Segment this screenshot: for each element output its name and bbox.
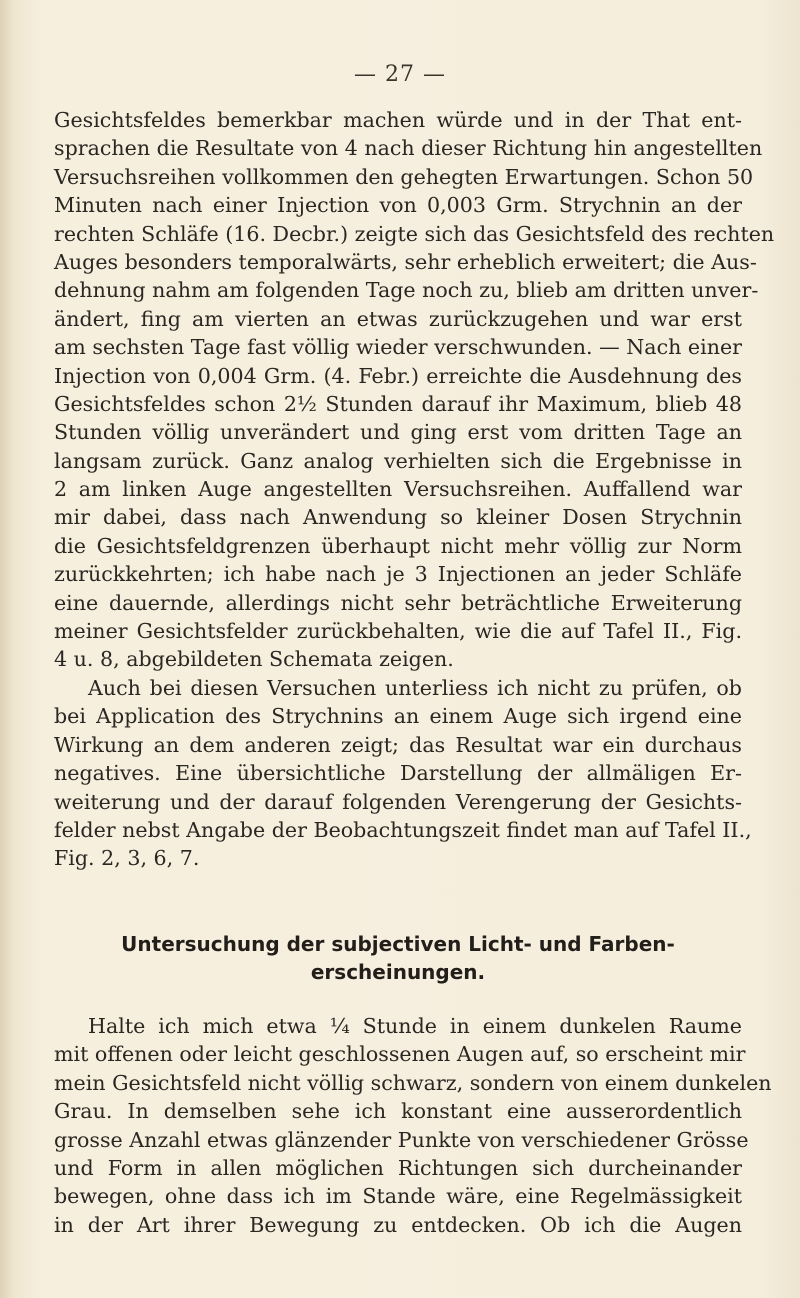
section-heading-line: Untersuchung der subjectiven Licht- und Farben- — [121, 932, 675, 956]
text-line: und Form in allen möglichen Richtungen sich durcheinander — [54, 1155, 742, 1180]
section-heading — [54, 930, 742, 986]
text-line: Gesichtsfeldes bemerkbar machen würde und in der That ent- — [54, 108, 742, 132]
text-line: am sechsten Tage fast völlig wieder verschwunden. — Nach einer — [54, 335, 742, 360]
text-line: Wirkung an dem anderen zeigt; das Resultat war ein durchaus — [54, 732, 742, 757]
text-line: Minuten nach einer Injection von 0,003 Grm. Strychnin an der — [54, 193, 742, 218]
text-line: sprachen die Resultate von 4 nach dieser Richtung hin angestellten — [54, 136, 763, 161]
text-line: Auch bei diesen Versuchen unterliess ich nicht zu prüfen, ob — [88, 676, 742, 700]
text-line: 2 am linken Auge angestellten Versuchsreihen. Auffallend war — [54, 477, 742, 502]
text-line: die Gesichtsfeldgrenzen überhaupt nicht mehr völlig zur Norm — [54, 533, 742, 558]
text-line: rechten Schläfe (16. Decbr.) zeigte sich das Gesichtsfeld des rechten — [54, 221, 775, 246]
text-line: grosse Anzahl etwas glänzender Punkte von verschiedener Grösse — [54, 1127, 749, 1152]
text-line: bewegen, ohne dass ich im Stande wäre, eine Regelmässigkeit — [54, 1184, 742, 1209]
text-line: weiterung und der darauf folgenden Verengerung der Gesichts- — [54, 789, 742, 814]
text-line: dehnung nahm am folgenden Tage noch zu, blieb am dritten unver- — [54, 278, 759, 303]
text-line: Auges besonders temporalwärts, sehr erheblich erweitert; die Aus- — [54, 249, 757, 274]
text-line: 4 u. 8, abgebildeten Schemata zeigen. — [54, 647, 454, 672]
page-number: — 27 — — [354, 62, 446, 87]
text-line: Gesichtsfeldes schon 2½ Stunden darauf ihr Maximum, blieb 48 — [54, 391, 742, 416]
text-line: Versuchsreihen vollkommen den gehegten Erwartungen. Schon 50 — [54, 164, 754, 189]
text-line: mit offenen oder leicht geschlossenen Augen auf, so erscheint mir — [54, 1042, 746, 1067]
paragraph-2 — [54, 674, 752, 873]
text-line: Halte ich mich etwa ¼ Stunde in einem dunkelen Raume — [88, 1014, 742, 1038]
section-heading-line: erscheinungen. — [310, 960, 486, 984]
text-line: bei Application des Strychnins an einem Auge sich irgend eine — [54, 704, 742, 729]
text-line: Injection von 0,004 Grm. (4. Febr.) erreichte die Ausdehnung des — [54, 363, 742, 388]
text-line: zurückkehrten; ich habe nach je 3 Injectionen an jeder Schläfe — [54, 562, 742, 587]
text-line: mein Gesichtsfeld nicht völlig schwarz, sondern von einem dunkelen — [54, 1070, 772, 1095]
text-line: in der Art ihrer Bewegung zu entdecken. Ob ich die Augen — [54, 1212, 742, 1237]
text-line: negatives. Eine übersichtliche Darstellung der allmäligen Er- — [54, 761, 742, 786]
text-line: felder nebst Angabe der Beobachtungszeit findet man auf Tafel II., — [54, 817, 752, 842]
text-line: meiner Gesichtsfelder zurückbehalten, wie die auf Tafel II., Fig. — [54, 619, 742, 644]
text-line: langsam zurück. Ganz analog verhielten sich die Ergebnisse in — [54, 448, 742, 473]
paragraph-1 — [54, 106, 775, 674]
paragraph-3 — [54, 1012, 772, 1239]
text-line: Stunden völlig unverändert und ging erst vom dritten Tage an — [54, 420, 742, 445]
text-line: ändert, fing am vierten an etwas zurückzugehen und war erst — [54, 306, 742, 331]
text-line: mir dabei, dass nach Anwendung so kleiner Dosen Strychnin — [54, 505, 742, 530]
text-line: Grau. In demselben sehe ich konstant eine ausserordentlich — [54, 1099, 742, 1124]
text-line: Fig. 2, 3, 6, 7. — [54, 846, 200, 871]
text-line: eine dauernde, allerdings nicht sehr beträchtliche Erweiterung — [54, 590, 742, 615]
